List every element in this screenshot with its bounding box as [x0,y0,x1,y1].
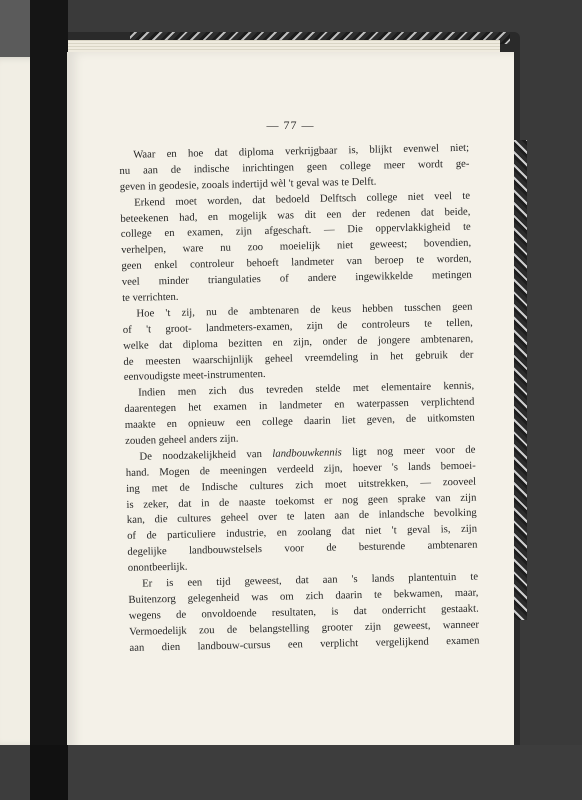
text-line: geen enkel controleur behoeft landmeter van beroep te worden, [121,252,472,273]
text-line: degelijke landbouwstelsels voor de besturende ambtenaren [127,538,478,559]
text-line: is zeker, dat in de naaste toekomst er nog geen sprake van zijn [126,491,477,511]
text-line: de meesten waarschijnlijk geheel vreemdeling in het gebruik der [123,348,474,368]
background-bottom [0,745,582,800]
text-line: onontbeerlijk. [127,560,188,575]
text-line: Waar en hoe dat diploma verkrijgbaar is, blijkt evenwel niet; [133,141,470,161]
text-line: wegens de onvoldoende resultaten, is dat onderricht gestaakt. [128,602,479,622]
text-line: veel minder triangulaties of andere ingewikkelde metingen [121,268,472,289]
text-line: De noodzakelijkheid van landbouwkennis ligt nog meer voor de [139,443,476,463]
text-line: nu aan de indische inrichtingen geen college meer wordt ge- [119,157,470,177]
page-number: — 77 — [266,118,315,132]
text-line: hand. Mogen de meeningen verdeeld zijn, hoever 's lands bemoei- [125,459,476,479]
bottom-strip [30,745,68,800]
text-line: aan dien landbouw-cursus een verplicht vergelijkend examen [129,634,480,654]
text-line: Buitenzorg gelegenheid was om zich daarin te bekwamen, maar, [128,586,479,606]
text-line: zouden geheel anders zijn. [125,432,239,447]
text-line: Indien men zich dus tevreden stelde met elementaire kennis, [138,379,475,400]
text-line: daarentegen het examen in landmeter en waterpassen verplichtend [124,395,475,416]
emphasized-word: landbouwkennis [272,446,342,460]
text-line: college en examen, zijn afgeschaft. — Die oppervlakkigheid te [120,221,471,241]
text-line: welke dat diploma bezitten en zijn, onder de jongere ambtenaren, [123,332,474,352]
gutter-strip [30,0,68,800]
text-line: verhelpen, ware nu zoo moeielijk niet geweest; bovendien, [121,236,472,257]
text-line: Hoe 't zij, nu de ambtenaren de keus hebben tusschen geen [136,300,473,320]
text-line: kan, die cultures geheel over te laten aan de inlandsche bevolking [126,507,477,527]
text-line: geven in geodesie, zooals indertijd wèl 't geval was te Delft. [119,175,377,193]
text-line: Vermoedelijk zou de belangstelling grooter zijn geweest, wanneer [129,618,480,638]
text-line: of de particuliere industrie, en zoolang dat niet 't geval is, zijn [127,522,478,543]
text-line: ing met de Indische cultures zich moet uitstrekken, — zooveel [126,475,477,495]
text-line: maakte en opnieuw een college daarin liet geven, de uitkomsten [124,411,475,432]
body-text [119,141,480,657]
text-line: Erkend moet worden, dat bedoeld Delftsch college niet veel te [134,189,471,209]
right-page [67,52,514,752]
text-line: te verrichten. [122,290,179,304]
text-line: of 't groot- landmeters-examen, zijn de controleurs te tellen, [122,316,473,336]
text-line: eenvoudigste meet-instrumenten. [123,368,266,384]
text-line: beteekenen had, en mogelijk was dit een der redenen dat beide, [120,205,471,225]
text-line: Er is een tijd geweest, dat aan 's lands plantentuin te [142,570,479,590]
